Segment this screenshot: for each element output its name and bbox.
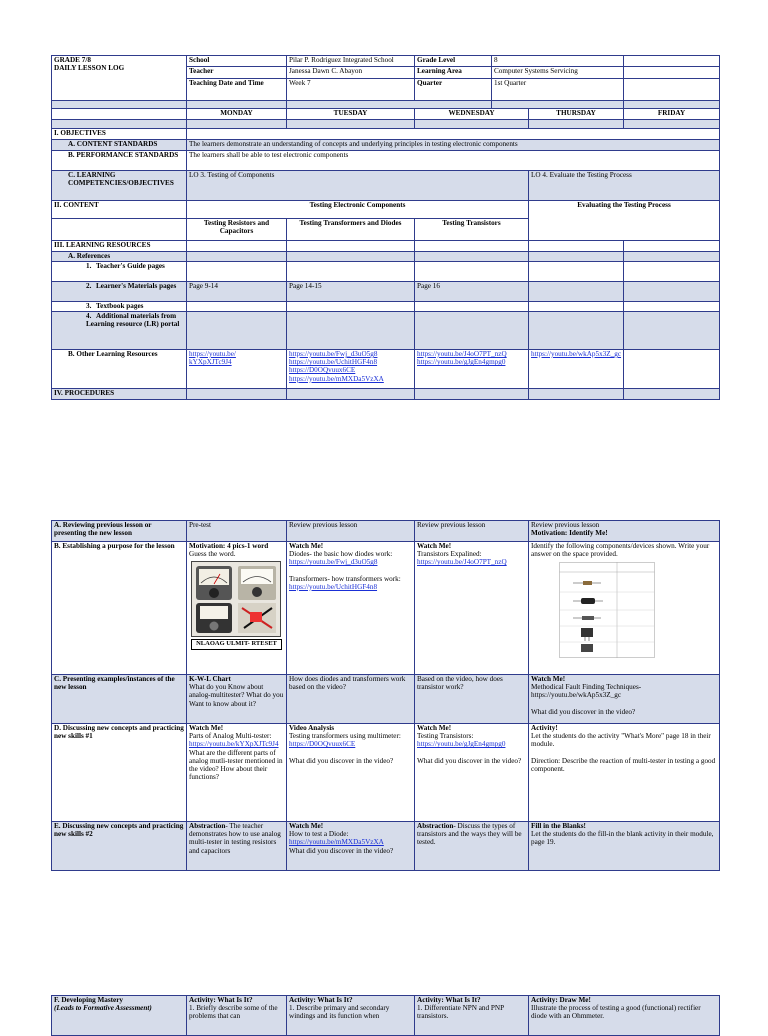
teacher-label: Teacher: [187, 67, 287, 79]
links-wednesday: [415, 350, 529, 389]
day-wednesday: WEDNESDAY: [415, 109, 529, 120]
test-diode-video-link[interactable]: https://youtu.be/mMXDa5VzXA: [289, 838, 384, 847]
resource-link[interactable]: kYXpXJTc9J4: [189, 358, 232, 367]
diodes-video-link[interactable]: https://youtu.be/Fwj_d3uO5g8: [289, 558, 378, 567]
day-monday: MONDAY: [187, 109, 287, 120]
day-friday: FRIDAY: [624, 109, 720, 120]
content-sub-resistors: Testing Resistors and Capacitors: [187, 219, 287, 241]
quarter-label: Quarter: [415, 79, 492, 101]
transformers-video-link[interactable]: https://youtu.be/UchitHGF4n8: [289, 582, 378, 591]
learning-area-label: Learning Area: [415, 67, 492, 79]
learning-area-value: Computer Systems Servicing: [492, 67, 624, 79]
additional-materials-label: 4. Additional materials from Learning resource (LR) portal: [52, 312, 187, 350]
resource-link[interactable]: https://youtu.be/wkAp5x3Z_gc: [531, 350, 622, 358]
learners-materials-label: 2. Learner's Materials pages: [52, 282, 187, 302]
school-label: School: [187, 56, 287, 67]
grade-level-value: 8: [492, 56, 624, 67]
procedure-f-label: F. Developing Mastery (Leads to Formative Assessment): [52, 996, 187, 1036]
procedure-b-label: B. Establishing a purpose for the lesson: [52, 542, 187, 675]
learning-competencies-label: C. LEARNING COMPETENCIES/OBJECTIVES: [52, 171, 187, 201]
content-standards-value: The learners demonstrate an understanding of concepts and underlying principles in testing electronic components: [187, 140, 720, 151]
teachers-guide-label: 1. Teacher's Guide pages: [52, 262, 187, 282]
puzzle-caption: NLAOAG ULMIT- RTESET: [191, 639, 282, 649]
content-main: Testing Electronic Components: [187, 201, 529, 219]
testing-transistors-link[interactable]: https://youtu.be/gJgEn4gmpg0: [417, 740, 506, 749]
resource-link[interactable]: https://youtu.be/: [189, 350, 236, 358]
grade-level-label: Grade Level: [415, 56, 492, 67]
competency-lo4: LO 4. Evaluate the Testing Process: [529, 171, 720, 201]
multimeter-video-link[interactable]: https://D0OQvuux6CE: [289, 740, 356, 749]
transistors-video-link[interactable]: https://youtu.be/J4oO7PT_nzQ: [417, 558, 507, 567]
textbook-label: 3. Textbook pages: [52, 302, 187, 312]
dll-header-table: [51, 55, 720, 400]
quarter-value: 1st Quarter: [492, 79, 624, 101]
resource-link[interactable]: https://youtu.be/UchitHGF4n8: [289, 358, 378, 367]
resource-link[interactable]: https://youtu.be/J4oO7PT_nzQ: [417, 350, 507, 358]
analog-tester-video-link[interactable]: https://youtu.be/kYXpXJTc9J4: [189, 740, 279, 749]
dll-title: GRADE 7/8 DAILY LESSON LOG: [52, 56, 187, 101]
references-label: A. References: [52, 252, 187, 262]
resource-link[interactable]: https://youtu.be/Fwj_d3uO5g8: [289, 350, 378, 358]
objectives-heading: I. OBJECTIVES: [52, 129, 187, 140]
procedure-e-label: E. Discussing new concepts and practicing new skills #2: [52, 822, 187, 871]
content-sub-transformers: Testing Transformers and Diodes: [287, 219, 415, 241]
day-tuesday: TUESDAY: [287, 109, 415, 120]
teaching-date-label: Teaching Date and Time: [187, 79, 287, 101]
resource-link[interactable]: https://youtu.be/mMXDa5VzXA: [289, 374, 384, 383]
other-resources-label: B. Other Learning Resources: [52, 350, 187, 389]
day-thursday: THURSDAY: [529, 109, 624, 120]
procedures-heading: IV. PROCEDURES: [52, 389, 187, 400]
school-value: Pilar P. Rodriguez Integrated School: [287, 56, 415, 67]
performance-standards-label: B. PERFORMANCE STANDARDS: [52, 151, 187, 171]
components-table-image: [559, 562, 717, 660]
links-monday: [187, 350, 287, 389]
procedures-table-continued: F. Developing Mastery (Leads to Formative Assessment) Activity: What Is It? 1. Briefly describe some of the problems that can Activity: What Is It? 1. Describe primary and secondary windings and its function when Activity: What Is It? 1. Differentiate NPN and PNP transistors. Activity: Draw Me! Illustrate the process of testing a good (functional) rectifier diode with an Ohmmeter.: [51, 995, 720, 1036]
procedure-a-label: A. Reviewing previous lesson or presenting the new lesson: [52, 521, 187, 542]
links-tuesday: [287, 350, 415, 389]
four-pics-image: [191, 561, 281, 637]
content-evaluating: Evaluating the Testing Process: [529, 201, 720, 241]
teacher-value: Janessa Dawn C. Abayon: [287, 67, 415, 79]
procedure-c-label: C. Presenting examples/instances of the new lesson: [52, 675, 187, 724]
links-thursday: [529, 350, 624, 389]
competency-lo3: LO 3. Testing of Components: [187, 171, 529, 201]
procedures-table: A. Reviewing previous lesson or presenting the new lesson Pre-test Review previous lesson Review previous lesson Review previous lesson Motivation: Identify Me! B. Establishing a purpose for the lesson Motivation: 4 pics-1 word Guess the word. NLAOAG ULMIT- RTESET Watch Me! Diodes- the basic how diodes work: https://youtu.be/Fwj_d3uO5g8 Transformers- how transformers work: https://youtu.be/UchitHGF4n8 Watch Me! Transistors Expalined: https://youtu.be/J4oO7PT_nzQ Identify the following components/devices shown. Write your answer on the space provided. C. Presenting examples/instances of the new lesson K-W-L Chart What do you Know about analog-multitester? What do you Want to know about it? How does diodes and transformers work based on the video? Based on the video, how does transistor work? Watch Me! Methodical Fault Finding Techniques-https://youtu.be/wkAp5x3Z_gc What did you discover in the video? D. Discussing new concepts and practicing new skills #1 Watch Me! Parts of Analog Multi-tester: https://youtu.be/kYXpXJTc9J4 What are the different parts of analog mutli-tester mentioned in the video? How about their functions? Video Analysis Testing transformers using multimeter: https://D0OQvuux6CE What did you discover in the video? Watch Me! Testing Transistors: https://youtu.be/gJgEn4gmpg0 What did you discover in the video? Activity! Let the students do the activity "What's More" page 18 in their module. Direction: Describe the reaction of multi-tester in testing a good component. E. Discussing new concepts and practicing new skills #2 Abstraction- The teacher demonstrates how to use analog multi-tester in testing resistors and capacitors Watch Me! How to test a Diode: https://youtu.be/mMXDa5VzXA What did you discover in the video? Abstraction- Discuss the types of transistors and the ways they will be tested. Fill in the Blanks! Let the students do the fill-in the blank activity in their module, page 19.: [51, 520, 720, 871]
resource-link[interactable]: https://D0OQvuux6CE: [289, 366, 356, 375]
performance-standards-value: The learners shall be able to test electronic components: [187, 151, 720, 171]
content-standards-label: A. CONTENT STANDARDS: [52, 140, 187, 151]
materials-monday: Page 9-14: [187, 282, 287, 302]
resource-link[interactable]: https://youtu.be/gJgEn4gmpg0: [417, 358, 506, 367]
procedure-d-label: D. Discussing new concepts and practicing new skills #1: [52, 724, 187, 822]
resources-heading: III. LEARNING RESOURCES: [52, 241, 187, 252]
materials-wednesday: Page 16: [415, 282, 529, 302]
content-heading: II. CONTENT: [52, 201, 187, 219]
teaching-date-value: Week 7: [287, 79, 415, 101]
materials-tuesday: Page 14-15: [287, 282, 415, 302]
content-sub-transistors: Testing Transistors: [415, 219, 529, 241]
